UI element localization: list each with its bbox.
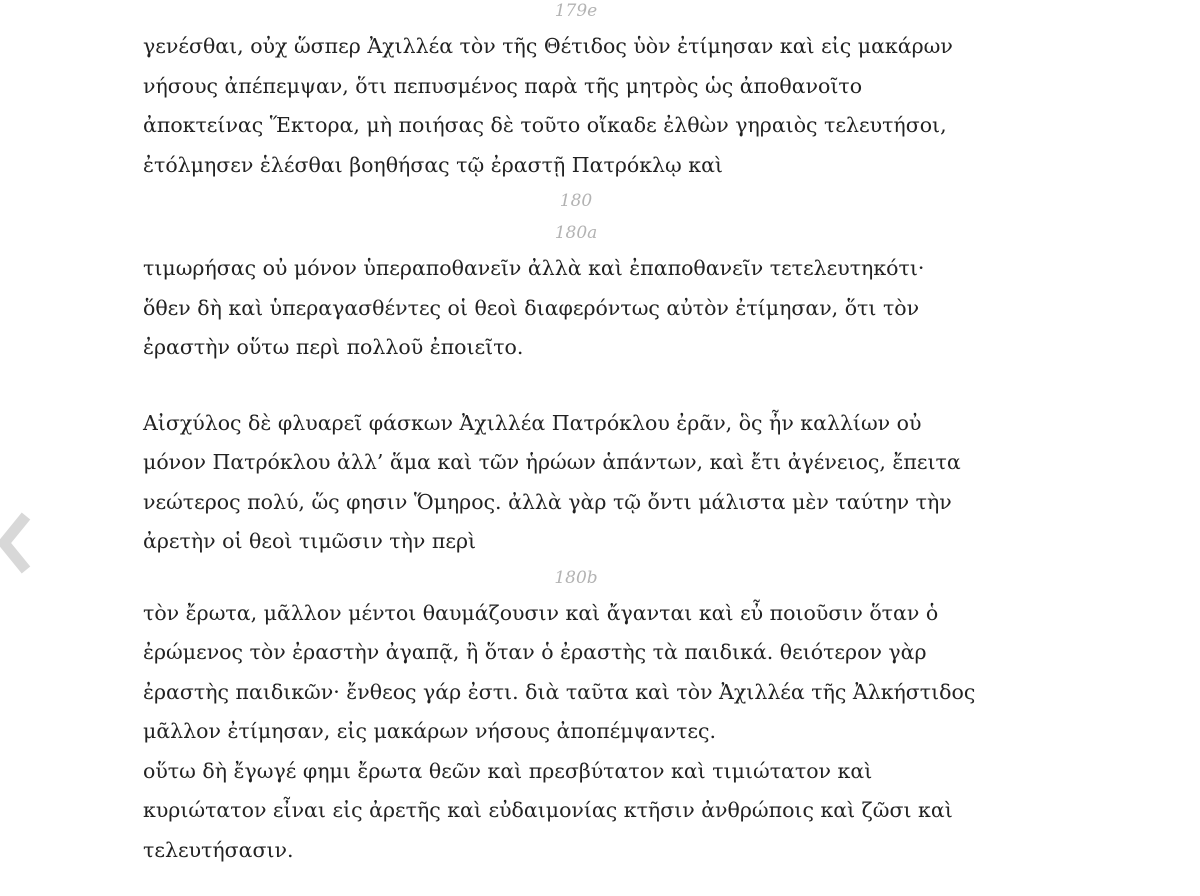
text-line: τὸν ἔρωτα, μᾶλλον μέντοι θαυμάζουσιν καὶ ἄγανται καὶ εὖ ποιοῦσιν ὅταν ὁ <box>143 600 939 625</box>
text-line: οὕτω δὴ ἔγωγέ φημι ἔρωτα θεῶν καὶ πρεσβύτατον καὶ τιμιώτατον καὶ <box>143 758 873 783</box>
text-line: τιμωρήσας οὐ μόνον ὑπεραποθανεῖν ἀλλὰ καὶ ἐπαποθανεῖν τετελευτηκότι· <box>143 256 925 280</box>
text-line: ἐραστὴς παιδικῶν· ἔνθεος γάρ ἐστι. διὰ ταῦτα καὶ τὸν Ἀχιλλέα τῆς Ἀλκήστιδος <box>143 679 976 704</box>
text-line: ἀρετὴν οἱ θεοὶ τιμῶσιν τὴν περὶ <box>143 529 477 553</box>
text-line: κυριώτατον εἶναι εἰς ἀρετῆς καὶ εὐδαιμονίας κτῆσιν ἀνθρώποις καὶ ζῶσι καὶ <box>143 798 953 822</box>
text-line: μᾶλλον ἐτίμησαν, εἰς μακάρων νήσους ἀποπέμψαντες. <box>143 719 716 743</box>
text-line: τελευτήσασιν. <box>143 837 294 862</box>
paragraph <box>143 404 1013 562</box>
paragraph <box>143 594 1013 871</box>
section-marker: 180a <box>554 223 598 243</box>
text-line: νεώτερος πολύ, ὥς φησιν Ὅμηρος. ἀλλὰ γὰρ τῷ ὄντι μάλιστα μὲν ταύτην τὴν <box>143 489 952 514</box>
paragraph-gap <box>143 368 1013 404</box>
section-marker: 180b <box>554 567 598 588</box>
text-line: νήσους ἀπέπεμψαν, ὅτι πεπυσμένος παρὰ τῆς μητρὸς ὡς ἀποθανοῖτο <box>143 73 863 98</box>
text-line: ἐρώμενος τὸν ἐραστὴν ἀγαπᾷ, ἢ ὅταν ὁ ἐραστὴς τὰ παιδικά. θειότερον γὰρ <box>143 640 927 664</box>
text-line: ἐραστὴν οὕτω περὶ πολλοῦ ἐποιεῖτο. <box>143 335 524 359</box>
text-column <box>143 0 1013 870</box>
text-line: ἀποκτείνας Ἕκτορα, μὴ ποιήσας δὲ τοῦτο οἴκαδε ἐλθὼν γηραιὸς τελευτήσοι, <box>143 113 947 137</box>
text-line: Αἰσχύλος δὲ φλυαρεῖ φάσκων Ἀχιλλέα Πατρόκλου ἐρᾶν, ὃς ἦν καλλίων οὐ <box>143 410 922 435</box>
chevron-left-icon <box>0 506 46 580</box>
section-marker: 179e <box>554 1 598 21</box>
text-line: γενέσθαι, οὐχ ὥσπερ Ἀχιλλέα τὸν τῆς Θέτιδος ὑὸν ἐτίμησαν καὶ εἰς μακάρων <box>143 34 953 58</box>
paragraph <box>143 249 1013 368</box>
text-line: ὅθεν δὴ καὶ ὑπεραγασθέντες οἱ θεοὶ διαφερόντως αὐτὸν ἐτίμησαν, ὅτι τὸν <box>143 295 920 320</box>
text-line: ἐτόλμησεν ἑλέσθαι βοηθήσας τῷ ἐραστῇ Πατρόκλῳ καὶ <box>143 152 723 177</box>
text-line: μόνον Πατρόκλου ἀλλ’ ἅμα καὶ τῶν ἡρώων ἁπάντων, καὶ ἔτι ἀγένειος, ἔπειτα <box>143 450 961 474</box>
previous-page-button[interactable] <box>0 506 46 580</box>
paragraph <box>143 27 1013 185</box>
section-marker: 180 <box>559 191 593 211</box>
